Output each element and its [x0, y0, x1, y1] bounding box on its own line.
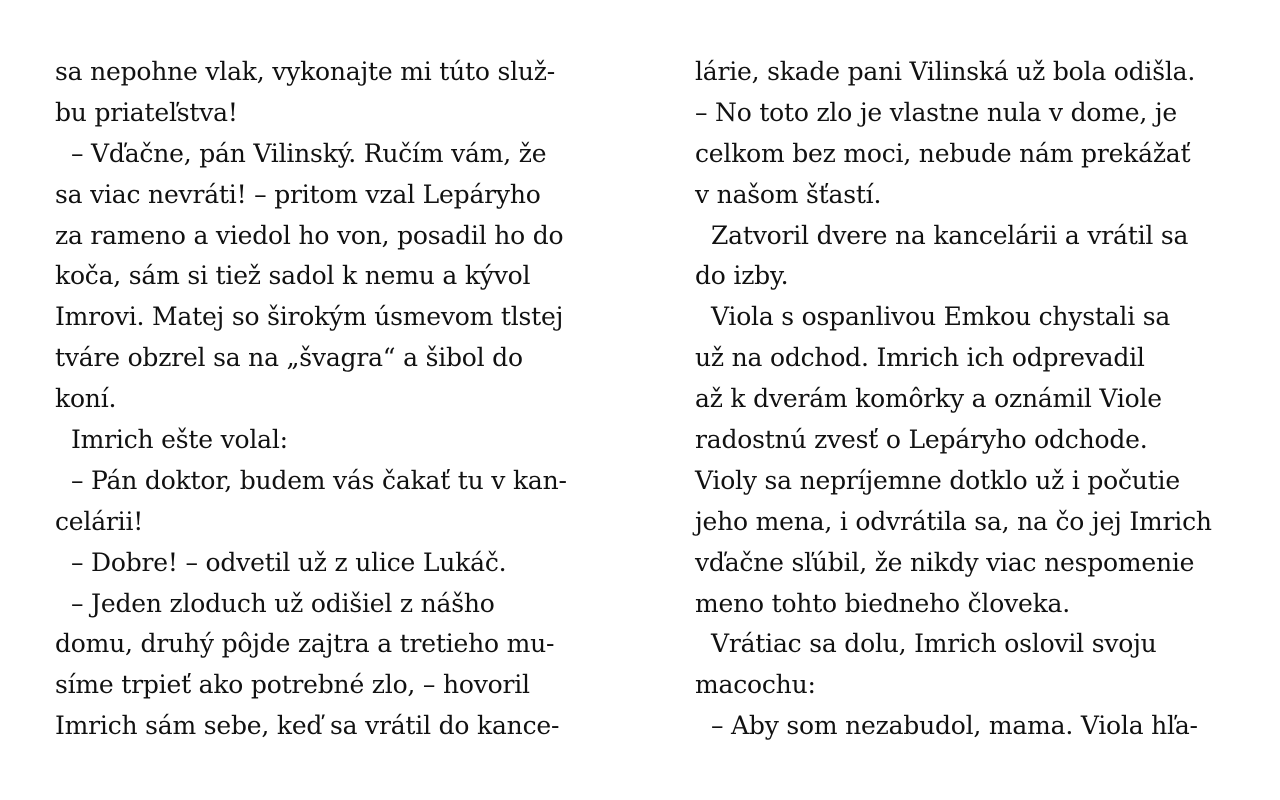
- text-line: Viola s ospanlivou Emkou chystali sa: [711, 302, 1171, 332]
- text-line: – Vďačne, pán Vilinský. Ručím vám, že: [71, 138, 547, 168]
- text-line: lárie, skade pani Vilinská už bola odišla.: [695, 57, 1196, 86]
- text-line: sa viac nevráti! – pritom vzal Lepáryho: [55, 179, 541, 209]
- text-line: Zatvoril dvere na kancelárii a vrátil sa: [711, 220, 1189, 250]
- text-line: – Dobre! – odvetil už z ulice Lukáč.: [71, 547, 507, 577]
- text-line: – No toto zlo je vlastne nula v dome, je: [695, 97, 1177, 127]
- text-line: Violy sa nepríjemne dotklo už i počutie: [695, 465, 1180, 495]
- text-line: celárii!: [55, 506, 144, 536]
- text-line: Imrich sám sebe, keď sa vrátil do kance-: [55, 711, 560, 741]
- right-page-text: [695, 52, 1255, 747]
- text-line: meno tohto biedneho človeka.: [695, 588, 1071, 618]
- text-line: vďačne sľúbil, že nikdy viac nespomenie: [695, 547, 1195, 577]
- text-line: síme trpieť ako potrebné zlo, – hovoril: [55, 670, 530, 700]
- text-line: v našom šťastí.: [695, 179, 882, 209]
- text-line: radostnú zvesť o Lepáryho odchode.: [695, 425, 1148, 455]
- text-line: – Pán doktor, budem vás čakať tu v kan-: [71, 465, 567, 495]
- text-line: tváre obzrel sa na „švagra“ a šibol do: [55, 343, 523, 373]
- text-line: koča, sám si tiež sadol k nemu a kývol: [55, 261, 531, 291]
- text-line: Vrátiac sa dolu, Imrich oslovil svoju: [711, 629, 1157, 659]
- text-line: jeho mena, i odvrátila sa, na čo jej Imrich: [695, 506, 1212, 536]
- text-line: sa nepohne vlak, vykonajte mi túto služ-: [55, 57, 556, 86]
- text-line: Imrovi. Matej so širokým úsmevom tlstej: [55, 302, 564, 332]
- text-line: bu priateľstva!: [55, 97, 238, 127]
- text-line: koní.: [55, 384, 117, 414]
- text-line: až k dverám komôrky a oznámil Viole: [695, 384, 1162, 414]
- text-line: domu, druhý pôjde zajtra a tretieho mu-: [55, 629, 555, 659]
- text-line: za rameno a viedol ho von, posadil ho do: [55, 220, 564, 250]
- left-page-text: [55, 52, 615, 747]
- text-line: macochu:: [695, 670, 816, 700]
- text-line: už na odchod. Imrich ich odprevadil: [695, 343, 1145, 373]
- text-line: – Aby som nezabudol, mama. Viola hľa-: [711, 711, 1198, 741]
- text-line: celkom bez moci, nebude nám prekážať: [695, 138, 1191, 168]
- text-line: do izby.: [695, 261, 789, 291]
- text-line: Imrich ešte volal:: [71, 425, 288, 455]
- text-line: – Jeden zloduch už odišiel z nášho: [71, 588, 495, 618]
